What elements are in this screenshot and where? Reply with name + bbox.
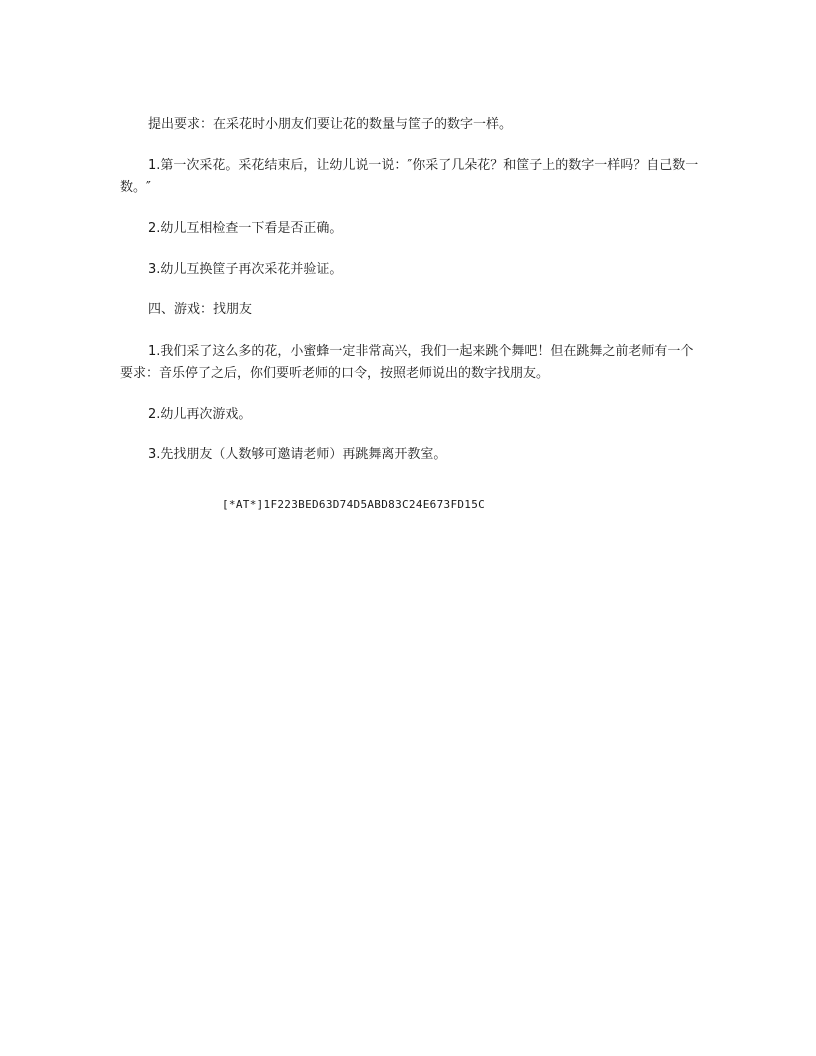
paragraph-game-step-3: 3.先找朋友（人数够可邀请老师）再跳舞离开教室。	[148, 447, 447, 462]
paragraph-game-step-2: 2.幼儿再次游戏。	[148, 407, 252, 422]
paragraph-step-1-first-picking: 1.第一次采花。采花结束后，让幼儿说一说：″你采了几朵花？和筐子上的数字一样吗？自己数一数。″	[120, 158, 699, 195]
paragraph-requirement: 提出要求：在采花时小朋友们要让花的数量与筐子的数字一样。	[148, 117, 513, 132]
paragraph-step-3-swap: 3.幼儿互换筐子再次采花并验证。	[148, 262, 343, 277]
paragraph-step-2-check: 2.幼儿互相检查一下看是否正确。	[148, 221, 343, 236]
paragraph-game-step-1: 1.我们采了这么多的花，小蜜蜂一定非常高兴，我们一起来跳个舞吧！但在跳舞之前老师有一个要求：音乐停了之后，你们要听老师的口令，按照老师说出的数字找朋友。	[120, 344, 694, 381]
section-heading-game: 四、游戏：找朋友	[148, 302, 253, 317]
document-id-code: [*AT*]1F223BED63D74D5ABD83C24E673FD15C	[222, 498, 486, 511]
